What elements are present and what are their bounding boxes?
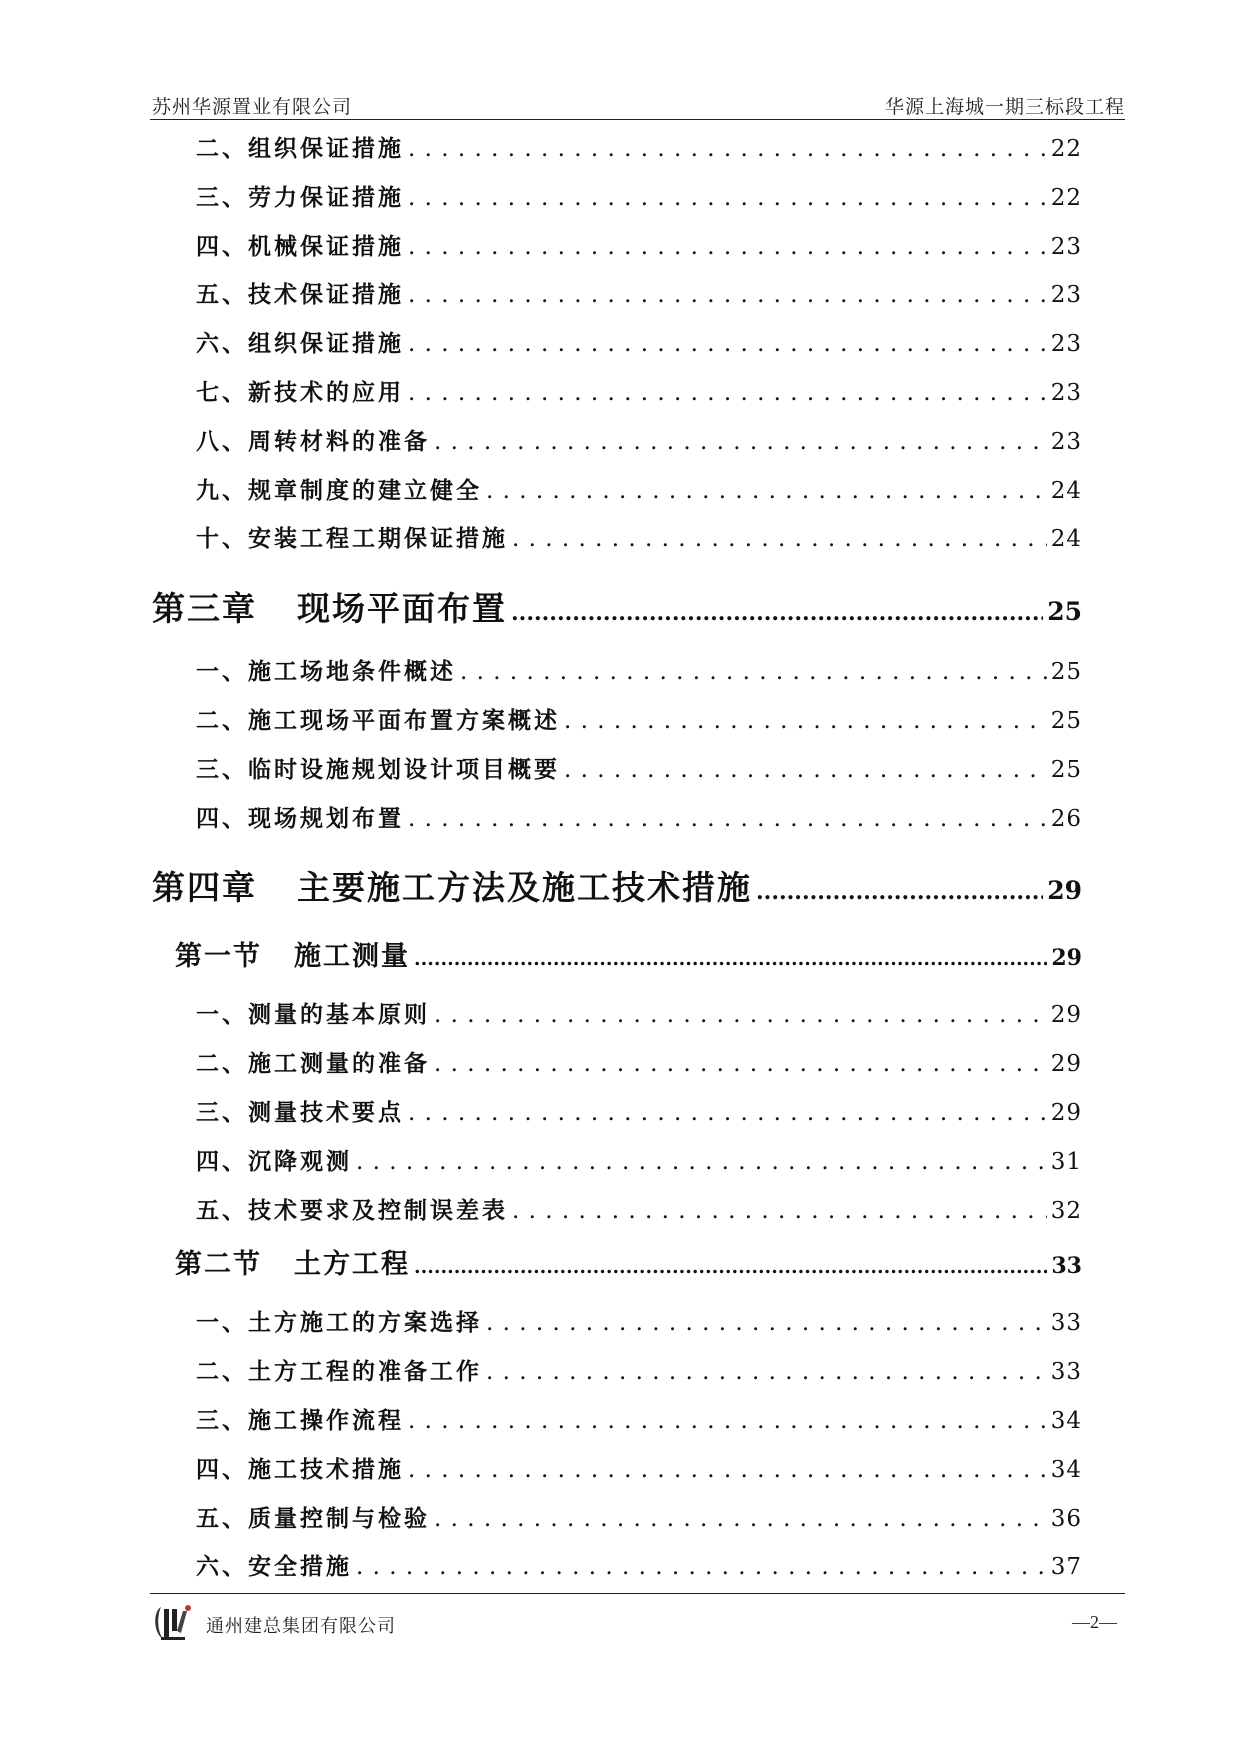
toc-item (196, 1143, 1082, 1176)
toc-item (196, 1500, 1082, 1533)
toc-page-number: 29 (1050, 1002, 1082, 1029)
toc-chapter (152, 583, 1082, 630)
toc-entry-number: 第二节 (175, 1249, 262, 1281)
toc-leader-dots (564, 757, 1047, 783)
toc-item (196, 472, 1082, 505)
page-header-right: 华源上海城一期三标段工程 (884, 97, 1125, 118)
toc-item (196, 800, 1082, 833)
toc-leader-dots (756, 879, 1043, 905)
toc-leader-dots (434, 429, 1047, 455)
toc-item (196, 276, 1082, 309)
toc-item (196, 1304, 1082, 1337)
toc-page-number: 37 (1050, 1554, 1082, 1581)
toc-page-number: 25 (1050, 756, 1082, 783)
toc-entry-title: 现场平面布置 (297, 589, 507, 629)
toc-item (196, 179, 1082, 212)
toc-leader-dots (408, 185, 1047, 211)
toc-page-number: 29 (1051, 945, 1082, 972)
toc-leader-dots (408, 1457, 1047, 1483)
toc-entry-title: 三、施工操作流程 (196, 1407, 404, 1434)
toc-item (196, 130, 1082, 163)
toc-leader-dots (486, 1359, 1047, 1385)
toc-entry-title: 七、新技术的应用 (196, 379, 404, 406)
toc-item (196, 374, 1082, 407)
toc-page-number: 23 (1050, 428, 1082, 455)
toc-entry-title: 六、安全措施 (196, 1553, 352, 1581)
company-logo-icon (151, 1603, 193, 1643)
toc-leader-dots (356, 1554, 1047, 1580)
toc-leader-dots (408, 380, 1047, 406)
footer-rule (150, 1593, 1125, 1594)
toc-entry-title: 土方工程 (294, 1249, 410, 1281)
toc-entry-title: 一、测量的基本原则 (196, 1001, 430, 1029)
toc-item (196, 1451, 1082, 1484)
toc-item (196, 423, 1082, 456)
toc-leader-dots (564, 708, 1047, 734)
toc-entry-title: 四、现场规划布置 (196, 804, 404, 832)
toc-item (196, 996, 1082, 1029)
toc-entry-title: 二、土方工程的准备工作 (196, 1358, 482, 1386)
toc-page-number: 25 (1050, 708, 1082, 734)
toc-chapter (152, 862, 1082, 909)
toc-item (196, 1045, 1082, 1078)
toc-item (196, 228, 1082, 261)
toc-page-number: 34 (1050, 1408, 1082, 1434)
toc-leader-dots (486, 1310, 1047, 1336)
toc-leader-dots (512, 1198, 1047, 1224)
toc-section (175, 934, 1082, 973)
footer-company: 通州建总集团有限公司 (206, 1616, 396, 1636)
toc-entry-title: 五、技术保证措施 (196, 281, 404, 309)
toc-entry-title: 五、技术要求及控制误差表 (196, 1196, 508, 1224)
toc-page-number: 23 (1050, 233, 1082, 260)
toc-leader-dots (356, 1149, 1047, 1175)
toc-page-number: 24 (1050, 526, 1082, 553)
toc-entry-number: 第四章 (152, 868, 257, 908)
toc-leader-dots (408, 806, 1047, 832)
toc-page-number: 23 (1050, 282, 1082, 309)
toc-item (196, 1353, 1082, 1386)
toc-page-number: 31 (1050, 1148, 1082, 1175)
toc-leader-dots (486, 478, 1047, 504)
toc-entry-title: 六、组织保证措施 (196, 330, 404, 358)
toc-entry-title: 二、施工测量的准备 (196, 1050, 430, 1078)
toc-item (196, 1402, 1082, 1435)
toc-leader-dots (408, 331, 1047, 357)
toc-page-number: 25 (1050, 659, 1082, 686)
toc-entry-title: 四、施工技术措施 (196, 1455, 404, 1483)
toc-entry-number: 第一节 (175, 941, 262, 973)
toc-item (196, 325, 1082, 358)
toc-entry-title: 一、施工场地条件概述 (196, 658, 456, 686)
toc-leader-dots (512, 526, 1047, 552)
toc-page-number: 36 (1050, 1505, 1082, 1532)
toc-entry-title: 四、沉降观测 (196, 1147, 352, 1175)
toc-page-number: 23 (1050, 380, 1082, 406)
toc-leader-dots (434, 1506, 1047, 1532)
toc-page-number: 29 (1050, 1051, 1082, 1078)
toc-entry-title: 二、施工现场平面布置方案概述 (196, 707, 560, 734)
toc-leader-dots (434, 1051, 1047, 1077)
toc-page-number: 32 (1050, 1197, 1082, 1224)
toc-entry-title: 三、劳力保证措施 (196, 183, 404, 211)
toc-page-number: 26 (1050, 805, 1082, 832)
toc-entry-title: 十、安装工程工期保证措施 (196, 525, 508, 553)
toc-item (196, 1548, 1082, 1581)
toc-leader-dots (408, 282, 1047, 308)
toc-page-number: 22 (1050, 184, 1082, 211)
toc-entry-title: 二、组织保证措施 (196, 135, 404, 162)
toc-item (196, 751, 1082, 784)
toc-entry-title: 九、规章制度的建立健全 (196, 476, 482, 504)
toc-entry-title: 三、临时设施规划设计项目概要 (196, 755, 560, 783)
page-number: —2— (1072, 1612, 1117, 1632)
toc-item (196, 1192, 1082, 1225)
toc-page-number: 23 (1050, 331, 1082, 358)
toc-item (196, 702, 1082, 735)
toc-entry-title: 一、土方施工的方案选择 (196, 1309, 482, 1337)
toc-leader-dots (408, 1100, 1047, 1126)
toc-leader-dots (460, 659, 1047, 685)
toc-page-number: 29 (1050, 1100, 1082, 1126)
toc-leader-dots (408, 234, 1047, 260)
page-header-left: 苏州华源置业有限公司 (152, 97, 353, 118)
toc-leader-dots (408, 136, 1047, 162)
toc-leader-dots (511, 600, 1043, 626)
toc-page-number: 33 (1050, 1310, 1082, 1337)
toc-entry-title: 八、周转材料的准备 (196, 427, 430, 455)
toc-entry-title: 五、质量控制与检验 (196, 1504, 430, 1532)
toc-leader-dots (414, 1256, 1047, 1278)
toc-page-number: 33 (1050, 1359, 1082, 1386)
toc-leader-dots (434, 1002, 1047, 1028)
toc-leader-dots (408, 1408, 1047, 1434)
toc-leader-dots (414, 948, 1047, 970)
toc-entry-title: 施工测量 (294, 941, 410, 973)
toc-section (175, 1242, 1082, 1281)
toc-page-number: 33 (1051, 1253, 1082, 1280)
toc-page-number: 22 (1050, 136, 1082, 162)
toc-entry-number: 第三章 (152, 589, 257, 629)
toc-page-number: 24 (1050, 477, 1082, 504)
toc-entry-title: 四、机械保证措施 (196, 232, 404, 260)
toc-item (196, 653, 1082, 686)
toc-page-number: 25 (1047, 597, 1082, 627)
toc-item (196, 1094, 1082, 1127)
toc-item (196, 520, 1082, 553)
toc-page-number: 29 (1047, 876, 1082, 906)
toc-page-number: 34 (1050, 1456, 1082, 1483)
toc-entry-title: 三、测量技术要点 (196, 1099, 404, 1126)
toc-entry-title: 主要施工方法及施工技术措施 (297, 868, 752, 908)
